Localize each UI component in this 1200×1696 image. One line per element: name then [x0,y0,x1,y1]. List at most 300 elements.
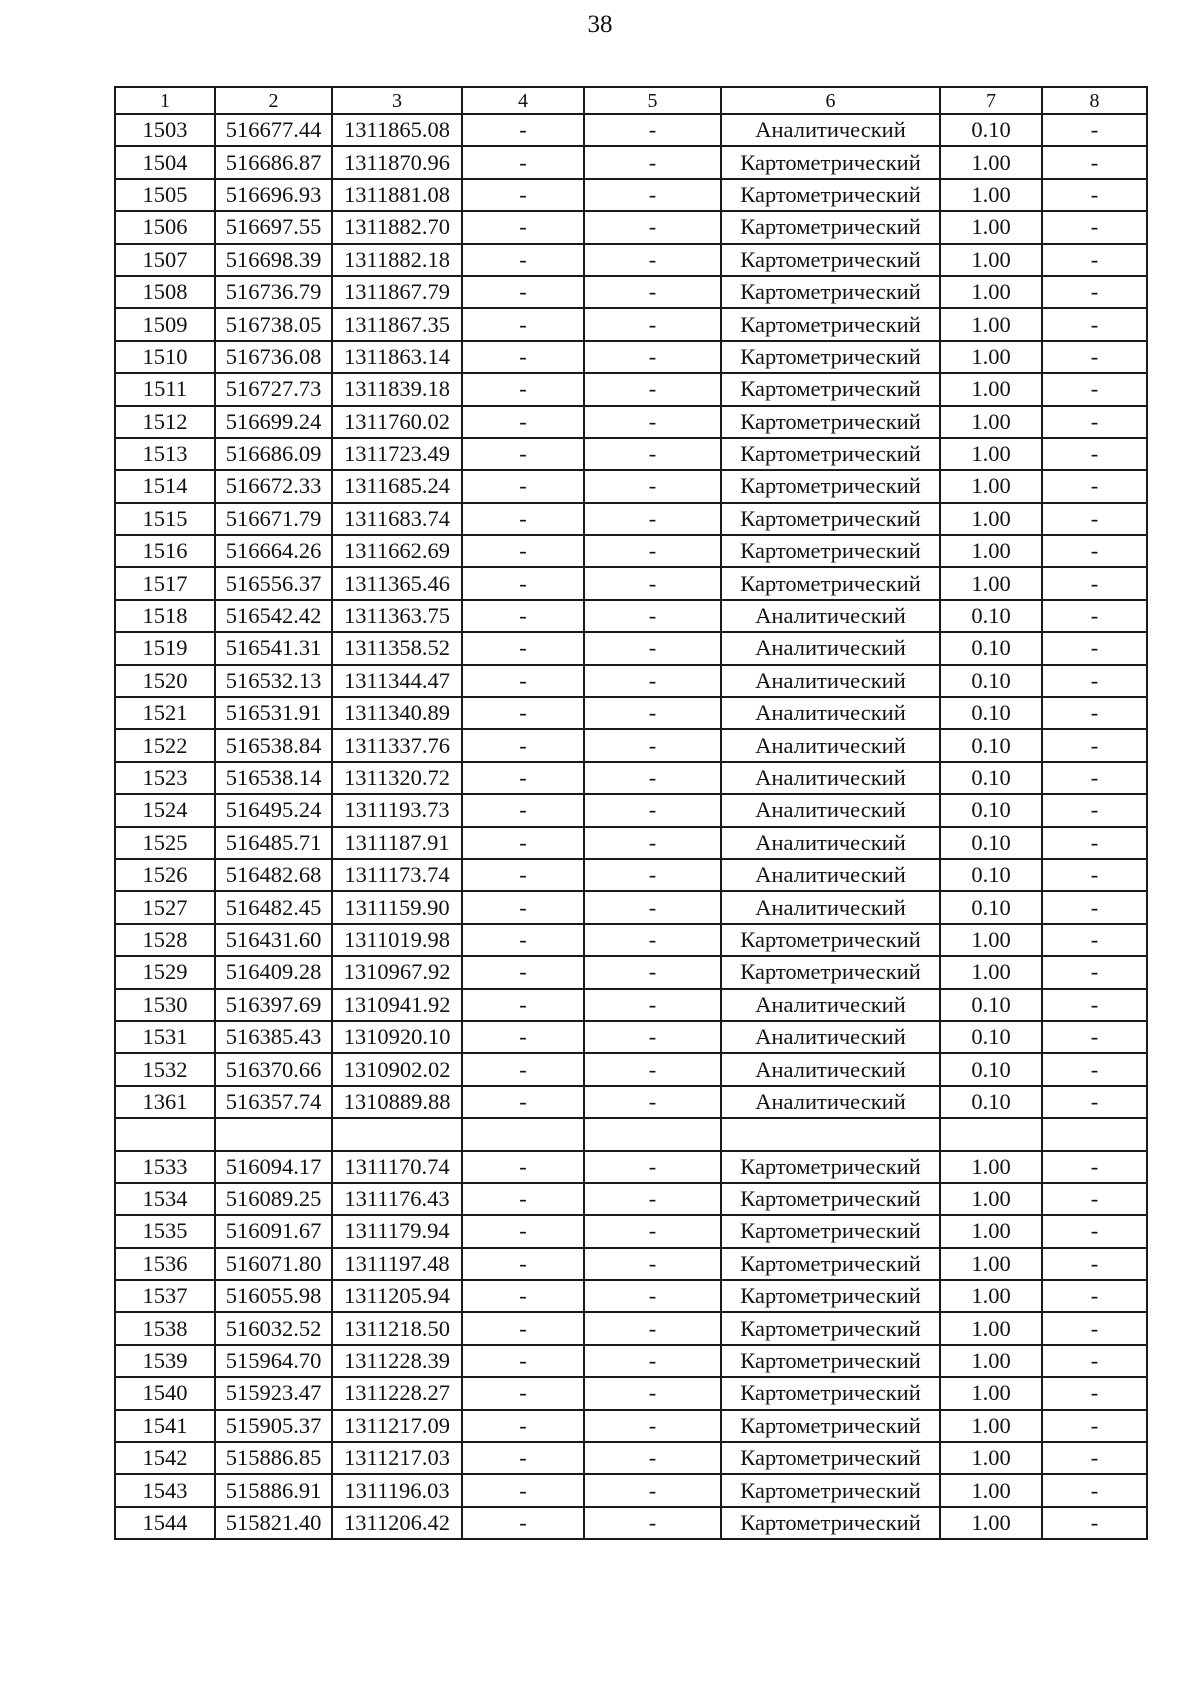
table-cell-col7: 0.10 [940,989,1042,1021]
table-cell-col1: 1508 [115,276,215,308]
table-cell-col8: - [1042,1507,1147,1539]
table-cell-col5: - [584,1183,721,1215]
table-cell-col4: - [462,1151,584,1183]
table-cell-col5: - [584,1021,721,1053]
table-cell-col6: Картометрический [721,1442,940,1474]
table-cell-col5: - [584,341,721,373]
table-cell-col6: Аналитический [721,891,940,923]
table-cell-col2: 516686.09 [215,438,332,470]
table-cell-col1: 1522 [115,729,215,761]
table-cell-col6 [721,1118,940,1150]
table-cell-col6: Аналитический [721,794,940,826]
table-cell-col6: Аналитический [721,859,940,891]
table-cell-col7: 0.10 [940,697,1042,729]
table-cell-col5: - [584,1053,721,1085]
table-cell-col6: Аналитический [721,697,940,729]
table-cell-col7: 1.00 [940,308,1042,340]
table-row [115,308,1147,340]
table-cell-col3: 1311206.42 [332,1507,462,1539]
table-cell-col3: 1311365.46 [332,567,462,599]
table-cell-col2: 516531.91 [215,697,332,729]
table-cell-col4: - [462,697,584,729]
table-row [115,697,1147,729]
table-cell-col7: 0.10 [940,729,1042,761]
table-cell-col7: 0.10 [940,827,1042,859]
table-cell-col7: 1.00 [940,1151,1042,1183]
table-row [115,891,1147,923]
table-cell-col8: - [1042,1151,1147,1183]
table-cell-col7: 1.00 [940,567,1042,599]
table-cell-col1: 1544 [115,1507,215,1539]
table-cell-col1: 1504 [115,146,215,178]
table-cell-col2: 516055.98 [215,1280,332,1312]
table-cell-col3: 1310889.88 [332,1086,462,1118]
table-cell-col5: - [584,406,721,438]
table-cell-col4: - [462,211,584,243]
table-cell-col6: Аналитический [721,665,940,697]
table-row [115,438,1147,470]
table-cell-col6: Картометрический [721,567,940,599]
table-cell-col7: 1.00 [940,535,1042,567]
table-row [115,1118,1147,1150]
table-cell-col8: - [1042,1215,1147,1247]
table-cell-col1: 1510 [115,341,215,373]
table-cell-col4: - [462,1248,584,1280]
table-cell-col7: 0.10 [940,665,1042,697]
table-cell-col5: - [584,1086,721,1118]
table-cell-col5: - [584,600,721,632]
table-cell-col6: Картометрический [721,438,940,470]
table-cell-col3: 1311358.52 [332,632,462,664]
table-cell-col4: - [462,762,584,794]
table-cell-col3: 1311228.27 [332,1377,462,1409]
table-cell-col1: 1520 [115,665,215,697]
table-cell-col2: 516538.84 [215,729,332,761]
table-cell-col3: 1311217.09 [332,1410,462,1442]
table-cell-col8: - [1042,114,1147,146]
table-cell-col6: Аналитический [721,600,940,632]
table-row [115,503,1147,535]
table-cell-col7: 1.00 [940,1442,1042,1474]
table-cell-col2: 515821.40 [215,1507,332,1539]
table-cell-col1: 1528 [115,924,215,956]
table-cell-col7: 0.10 [940,600,1042,632]
table-cell-col5: - [584,373,721,405]
table-cell-col2: 516664.26 [215,535,332,567]
table-cell-col2: 516541.31 [215,632,332,664]
table-cell-col4: - [462,308,584,340]
table-cell-col5: - [584,567,721,599]
table-header-row [115,87,1147,114]
table-cell-col8: - [1042,567,1147,599]
table-cell-col6: Картометрический [721,276,940,308]
table-cell-col4: - [462,632,584,664]
table-cell-col2: 516071.80 [215,1248,332,1280]
table-row [115,600,1147,632]
table-cell-col7: 1.00 [940,438,1042,470]
table-cell-col3: 1310920.10 [332,1021,462,1053]
table-cell-col8: - [1042,956,1147,988]
table-cell-col3: 1311867.35 [332,308,462,340]
table-cell-col8: - [1042,859,1147,891]
table-cell-col2: 516672.33 [215,470,332,502]
table-cell-col7: 0.10 [940,114,1042,146]
table-cell-col4: - [462,1280,584,1312]
table-cell-col1: 1535 [115,1215,215,1247]
table-cell-col3: 1311179.94 [332,1215,462,1247]
table-cell-col8: - [1042,632,1147,664]
table-cell-col5: - [584,438,721,470]
table-cell-col2: 516542.42 [215,600,332,632]
table-cell-col5: - [584,1215,721,1247]
table-cell-col4: - [462,924,584,956]
table-cell-col2: 516677.44 [215,114,332,146]
table-cell-col6: Картометрический [721,1312,940,1344]
table-cell-col7: 1.00 [940,1280,1042,1312]
table-cell-col7: 0.10 [940,762,1042,794]
coordinates-table [114,86,1148,1540]
table-cell-col1: 1527 [115,891,215,923]
table-row [115,373,1147,405]
table-cell-col8: - [1042,665,1147,697]
table-cell-col7: 1.00 [940,211,1042,243]
table-cell-col6: Аналитический [721,827,940,859]
column-header-6: 6 [721,87,940,114]
table-cell-col2: 516727.73 [215,373,332,405]
table-row [115,859,1147,891]
table-cell-col6: Картометрический [721,1183,940,1215]
table-cell-col5: - [584,665,721,697]
table-cell-col3: 1310902.02 [332,1053,462,1085]
table-cell-col4: - [462,1053,584,1085]
table-cell-col5: - [584,1151,721,1183]
table-cell-col2: 516482.45 [215,891,332,923]
column-header-2: 2 [215,87,332,114]
table-cell-col6: Аналитический [721,632,940,664]
table-cell-col4: - [462,567,584,599]
table-cell-col1: 1532 [115,1053,215,1085]
table-cell-col1: 1542 [115,1442,215,1474]
table-cell-col1: 1519 [115,632,215,664]
table-row [115,665,1147,697]
table-row [115,1086,1147,1118]
table-cell-col8: - [1042,1442,1147,1474]
table-cell-col5: - [584,794,721,826]
table-cell-col8: - [1042,244,1147,276]
table-row [115,1215,1147,1247]
table-cell-col6: Аналитический [721,1021,940,1053]
table-cell-col6: Картометрический [721,924,940,956]
table-cell-col3: 1311218.50 [332,1312,462,1344]
table-cell-col4: - [462,146,584,178]
table-cell-col8: - [1042,179,1147,211]
table-cell-col1: 1509 [115,308,215,340]
table-cell-col4: - [462,859,584,891]
table-cell-col2: 516698.39 [215,244,332,276]
table-cell-col2: 516091.67 [215,1215,332,1247]
table-cell-col5: - [584,308,721,340]
table-row [115,1377,1147,1409]
table-cell-col7: 1.00 [940,276,1042,308]
table-cell-col1: 1516 [115,535,215,567]
table-cell-col2: 515886.91 [215,1474,332,1506]
table-cell-col2: 516409.28 [215,956,332,988]
table-cell-col1: 1513 [115,438,215,470]
table-cell-col4: - [462,244,584,276]
table-cell-col8: - [1042,891,1147,923]
table-cell-col4: - [462,794,584,826]
table-cell-col1: 1517 [115,567,215,599]
table-cell-col3: 1311320.72 [332,762,462,794]
table-cell-col5: - [584,1474,721,1506]
table-cell-col8: - [1042,1021,1147,1053]
table-cell-col2: 516357.74 [215,1086,332,1118]
table-cell-col5: - [584,729,721,761]
table-cell-col6: Картометрический [721,1215,940,1247]
table-cell-col3: 1311683.74 [332,503,462,535]
table-cell-col6: Аналитический [721,729,940,761]
table-cell-col7: 1.00 [940,956,1042,988]
table-cell-col3: 1311839.18 [332,373,462,405]
table-cell-col3: 1311228.39 [332,1345,462,1377]
table-cell-col2: 516699.24 [215,406,332,438]
table-cell-col4: - [462,1377,584,1409]
table-cell-col7: 1.00 [940,470,1042,502]
table-cell-col7: 0.10 [940,794,1042,826]
table-cell-col3: 1311760.02 [332,406,462,438]
table-cell-col2: 516736.79 [215,276,332,308]
table-row [115,956,1147,988]
table-cell-col6: Картометрический [721,1410,940,1442]
table-cell-col3: 1311340.89 [332,697,462,729]
table-cell-col1: 1503 [115,114,215,146]
table-cell-col7: 1.00 [940,1312,1042,1344]
table-cell-col3: 1311159.90 [332,891,462,923]
table-row [115,1345,1147,1377]
table-cell-col4: - [462,1442,584,1474]
table-cell-col8: - [1042,1248,1147,1280]
table-cell-col6: Картометрический [721,1248,940,1280]
table-cell-col1: 1540 [115,1377,215,1409]
table-cell-col6: Аналитический [721,114,940,146]
table-cell-col3: 1311019.98 [332,924,462,956]
table-cell-col2: 516385.43 [215,1021,332,1053]
table-cell-col3: 1311196.03 [332,1474,462,1506]
table-cell-col5: - [584,1345,721,1377]
column-header-4: 4 [462,87,584,114]
table-cell-col6: Картометрический [721,1507,940,1539]
table-cell-col6: Картометрический [721,406,940,438]
table-cell-col4: - [462,114,584,146]
table-cell-col5: - [584,827,721,859]
table-row [115,1280,1147,1312]
table-cell-col8: - [1042,503,1147,535]
table-cell-col1: 1539 [115,1345,215,1377]
table-row [115,114,1147,146]
table-cell-col3: 1310941.92 [332,989,462,1021]
table-cell-col1: 1526 [115,859,215,891]
table-cell-col5: - [584,1410,721,1442]
table-row [115,146,1147,178]
table-cell-col5: - [584,146,721,178]
table-cell-col4: - [462,956,584,988]
column-header-1: 1 [115,87,215,114]
table-cell-col7: 0.10 [940,632,1042,664]
table-cell-col3: 1311882.70 [332,211,462,243]
table-cell-col1: 1543 [115,1474,215,1506]
table-cell-col1: 1538 [115,1312,215,1344]
column-header-7: 7 [940,87,1042,114]
table-cell-col8: - [1042,211,1147,243]
table-cell-col8: - [1042,1086,1147,1118]
table-cell-col8: - [1042,1345,1147,1377]
table-cell-col7: 0.10 [940,1021,1042,1053]
table-cell-col4: - [462,438,584,470]
table-cell-col1: 1511 [115,373,215,405]
table-cell-col5: - [584,891,721,923]
table-row [115,794,1147,826]
table-cell-col3: 1311863.14 [332,341,462,373]
table-cell-col7: 1.00 [940,1215,1042,1247]
column-header-8: 8 [1042,87,1147,114]
table-cell-col5: - [584,859,721,891]
table-cell-col6: Аналитический [721,1053,940,1085]
table-cell-col2: 516532.13 [215,665,332,697]
table-cell-col3: 1311197.48 [332,1248,462,1280]
table-cell-col4: - [462,1345,584,1377]
table-row [115,1021,1147,1053]
table-cell-col4: - [462,470,584,502]
table-row [115,1183,1147,1215]
table-cell-col5: - [584,697,721,729]
table-row [115,1410,1147,1442]
table-cell-col8: - [1042,697,1147,729]
table-cell-col6: Картометрический [721,956,940,988]
table-cell-col4: - [462,665,584,697]
table-cell-col3: 1311363.75 [332,600,462,632]
table-cell-col3: 1311337.76 [332,729,462,761]
table-cell-col6: Картометрический [721,1151,940,1183]
table-cell-col3: 1311170.74 [332,1151,462,1183]
table-cell-col5: - [584,989,721,1021]
table-cell-col7: 1.00 [940,1183,1042,1215]
table-cell-col2: 515886.85 [215,1442,332,1474]
table-cell-col8: - [1042,406,1147,438]
table-cell-col2: 516032.52 [215,1312,332,1344]
table-cell-col4: - [462,1215,584,1247]
table-cell-col5: - [584,956,721,988]
table-cell-col3: 1311205.94 [332,1280,462,1312]
table-cell-col7 [940,1118,1042,1150]
table-row [115,1151,1147,1183]
table-cell-col1: 1537 [115,1280,215,1312]
table-cell-col2: 516538.14 [215,762,332,794]
table-cell-col2: 516089.25 [215,1183,332,1215]
table-cell-col2: 516397.69 [215,989,332,1021]
table-cell-col1: 1524 [115,794,215,826]
table-row [115,827,1147,859]
table-cell-col4: - [462,1312,584,1344]
table-cell-col2: 516094.17 [215,1151,332,1183]
table-cell-col3: 1311882.18 [332,244,462,276]
table-cell-col4: - [462,406,584,438]
table-cell-col2: 516671.79 [215,503,332,535]
table-cell-col4: - [462,729,584,761]
table-cell-col8: - [1042,535,1147,567]
table-cell-col4: - [462,1507,584,1539]
table-cell-col1: 1536 [115,1248,215,1280]
table-row [115,1248,1147,1280]
table-row [115,276,1147,308]
table-cell-col6: Картометрический [721,1280,940,1312]
table-cell-col3: 1311187.91 [332,827,462,859]
table-cell-col7: 1.00 [940,1345,1042,1377]
table-cell-col3: 1311723.49 [332,438,462,470]
table-cell-col8: - [1042,341,1147,373]
table-cell-col5: - [584,924,721,956]
table-cell-col2: 516556.37 [215,567,332,599]
table-cell-col6: Картометрический [721,211,940,243]
table-cell-col6: Картометрический [721,1377,940,1409]
table-cell-col4: - [462,503,584,535]
table-cell-col4: - [462,989,584,1021]
table-cell-col7: 1.00 [940,1507,1042,1539]
table-cell-col8: - [1042,308,1147,340]
table-row [115,535,1147,567]
table-row [115,341,1147,373]
table-cell-col1: 1361 [115,1086,215,1118]
table-cell-col7: 1.00 [940,1410,1042,1442]
table-cell-col6: Картометрический [721,470,940,502]
table-cell-col6: Картометрический [721,373,940,405]
table-cell-col4: - [462,827,584,859]
table-cell-col5: - [584,1248,721,1280]
table-cell-col3: 1311344.47 [332,665,462,697]
table-cell-col1: 1525 [115,827,215,859]
table-cell-col2: 516736.08 [215,341,332,373]
table-row [115,1442,1147,1474]
table-cell-col8: - [1042,146,1147,178]
table-cell-col7: 0.10 [940,1053,1042,1085]
table-cell-col4: - [462,891,584,923]
table-cell-col2: 515923.47 [215,1377,332,1409]
column-header-3: 3 [332,87,462,114]
column-header-5: 5 [584,87,721,114]
table-cell-col8: - [1042,1410,1147,1442]
table-cell-col1: 1505 [115,179,215,211]
table-cell-col7: 1.00 [940,1377,1042,1409]
table-cell-col2: 516431.60 [215,924,332,956]
table-cell-col5: - [584,179,721,211]
table-cell-col3: 1311867.79 [332,276,462,308]
table-cell-col7: 1.00 [940,179,1042,211]
table-cell-col2: 516485.71 [215,827,332,859]
table-cell-col3 [332,1118,462,1150]
table-cell-col8: - [1042,470,1147,502]
table-cell-col7: 1.00 [940,341,1042,373]
table-cell-col1: 1531 [115,1021,215,1053]
table-cell-col8: - [1042,762,1147,794]
table-cell-col6: Картометрический [721,341,940,373]
table-cell-col2: 515905.37 [215,1410,332,1442]
table-row [115,244,1147,276]
table-cell-col1: 1534 [115,1183,215,1215]
table-row [115,1507,1147,1539]
table-cell-col8: - [1042,924,1147,956]
table-cell-col7: 1.00 [940,146,1042,178]
table-cell-col4: - [462,276,584,308]
table-cell-col1: 1529 [115,956,215,988]
